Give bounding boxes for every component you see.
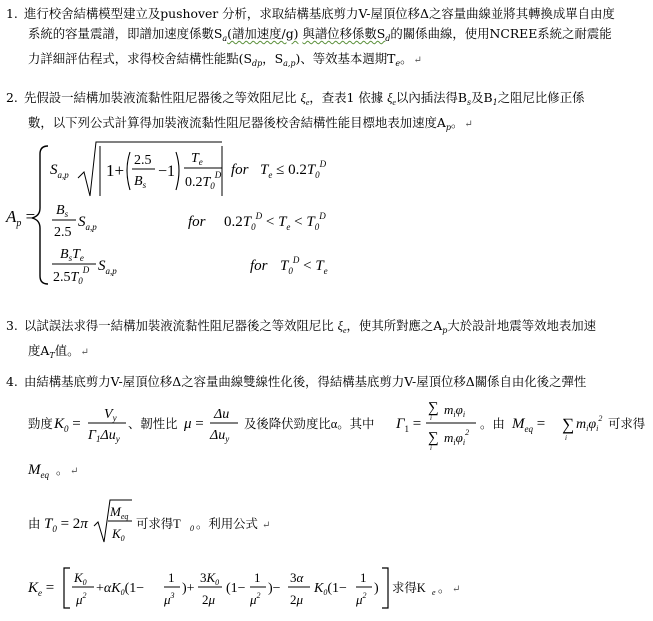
ke-formula: $K_e$ = bbox=[28, 580, 55, 598]
text: 值。 bbox=[54, 343, 80, 358]
k0-formula: $K_0$ = bbox=[54, 416, 81, 434]
text: 的關係曲線，使用NCREE系統之耐震能 bbox=[390, 26, 612, 41]
text: 勁度 bbox=[28, 417, 53, 431]
svg-text:Bs: $B_s$ bbox=[134, 174, 147, 190]
ap-formula bbox=[0, 138, 653, 288]
svg-text:i: i bbox=[430, 414, 432, 422]
svg-text:+αK0(1−: $+\alpha K_0(1-$ bbox=[96, 581, 145, 597]
sap: $S_{a,p}$ bbox=[50, 162, 69, 180]
svg-text:Γ1Δuy: $\Gamma_1\Delta u_y$ bbox=[88, 428, 120, 444]
svg-text:1: 1 bbox=[168, 570, 175, 585]
ke-line bbox=[0, 562, 653, 614]
svg-text:1+: 1+ bbox=[106, 161, 125, 180]
for-word: for bbox=[250, 258, 268, 274]
svg-text:miφi: $m_i\varphi_i$ bbox=[444, 402, 466, 419]
text: 度A bbox=[28, 343, 50, 358]
mu-formula: μ = bbox=[184, 416, 204, 432]
svg-text:2μ: 2μ bbox=[202, 592, 216, 607]
text: 由結構基底剪力V-屋頂位移Δ之容量曲線雙線性化後，得結構基底剪力V-屋頂位移Δ關係自由化後之彈性 bbox=[23, 374, 587, 389]
text: 之阻尼比修正係 bbox=[497, 90, 585, 105]
subscript: p bbox=[445, 123, 451, 132]
item-number: 1. bbox=[6, 6, 18, 21]
text: (譜加速度/g) bbox=[227, 26, 299, 41]
text: 。 bbox=[438, 581, 451, 595]
text: 由 bbox=[28, 517, 41, 531]
text: 大於設計地震等效地表加速 bbox=[447, 318, 597, 333]
text: 及B bbox=[471, 90, 493, 105]
svg-text:μ2: $\mu^2$ bbox=[76, 591, 87, 607]
text: 可求得 bbox=[608, 417, 646, 431]
svg-text:↵: ↵ bbox=[262, 520, 271, 531]
item-4 bbox=[6, 372, 646, 392]
svg-text:∑: ∑ bbox=[562, 415, 575, 434]
text: 系統的容量震譜，即譜加速度係數S bbox=[28, 26, 223, 41]
svg-text:1: 1 bbox=[360, 570, 367, 585]
svg-text:μ2: $\mu^2$ bbox=[356, 591, 367, 607]
ke-line-svg bbox=[0, 562, 653, 614]
subscript: s bbox=[467, 98, 472, 107]
subscript: e bbox=[395, 59, 401, 68]
item-number: 3. bbox=[6, 318, 18, 333]
subscript: 1 bbox=[492, 98, 498, 107]
svg-text:2μ: 2μ bbox=[290, 592, 304, 607]
svg-text:1: 1 bbox=[254, 570, 261, 585]
text: 以試誤法求得一結構加裝液流黏性阻尼器後之等效阻尼比 bbox=[23, 318, 334, 333]
svg-text:K0: $K_0$ bbox=[112, 526, 125, 543]
svg-text:)+: )+ bbox=[182, 581, 195, 596]
text: 可求得T bbox=[136, 517, 181, 531]
text: ，查表1 依據 bbox=[309, 90, 384, 105]
svg-text:Te: $T_e$ bbox=[191, 151, 203, 167]
svg-text:Meq: $M_{eq}$ bbox=[28, 462, 49, 480]
text: 求得K bbox=[392, 581, 426, 595]
svg-text:。: 。 bbox=[56, 463, 69, 477]
svg-text:K0: $K_0$ bbox=[74, 570, 87, 587]
item-number: 2. bbox=[6, 90, 18, 105]
meq-line bbox=[0, 454, 653, 484]
subscript: 0 bbox=[190, 524, 194, 533]
subscript: d bbox=[385, 34, 391, 43]
svg-text:2.5: 2.5 bbox=[134, 153, 152, 168]
condition-1: $T_e \le 0.2T_0^D$ bbox=[260, 159, 327, 180]
text: ，使其所對應之A bbox=[346, 318, 443, 333]
svg-text:miφi2: $m_i\varphi_i^2$ bbox=[576, 414, 603, 433]
paragraph-mark-icon: ↵ bbox=[413, 55, 422, 66]
text: 先假設一結構加裝液流黏性阻尼器後之等效阻尼比 bbox=[23, 90, 297, 105]
svg-text:miφi2: $m_i\varphi_i^2$ bbox=[444, 428, 470, 447]
svg-text:): ) bbox=[374, 581, 379, 596]
subscript: a,p bbox=[283, 59, 296, 68]
svg-text:Δu: Δu bbox=[214, 407, 230, 422]
t0-formula: $T_0 = 2\pi$ bbox=[44, 516, 88, 534]
condition-3: $T_0^D < T_e$ bbox=[280, 255, 328, 276]
text: 及後降伏勁度比α。其中 bbox=[244, 417, 375, 431]
svg-text:0.2T0D: $0.2T_0^D$ bbox=[185, 170, 222, 191]
ap-symbol: $A_p$ = bbox=[6, 207, 36, 229]
paragraph-mark-icon: ↵ bbox=[464, 119, 473, 130]
text: ，S bbox=[262, 51, 284, 66]
svg-text:↵: ↵ bbox=[452, 584, 461, 595]
svg-text:μ3: $\mu^3$ bbox=[164, 591, 175, 607]
text: 。利用公式 bbox=[196, 517, 258, 531]
item-4-line-2 bbox=[0, 392, 653, 452]
item-4-line-2-svg bbox=[0, 392, 653, 452]
svg-text:Sa,p: $S_{a,p}$ bbox=[78, 214, 97, 232]
text: 。 bbox=[400, 51, 413, 66]
svg-text:i: i bbox=[430, 444, 432, 452]
text: )、等效基本週期T bbox=[295, 51, 396, 66]
svg-text:)−: )− bbox=[268, 581, 281, 596]
svg-text:Vy: $V_y$ bbox=[104, 407, 117, 423]
gamma-formula: $\Gamma_1$ = bbox=[396, 416, 422, 434]
subscript: dp bbox=[251, 59, 263, 68]
text: 力詳細評估程式，求得校舍結構性能點(S bbox=[28, 51, 252, 66]
svg-text:(1−: (1− bbox=[226, 581, 246, 596]
subscript: e bbox=[432, 588, 436, 597]
ap-formula-svg bbox=[0, 138, 653, 288]
svg-text:Meq: $M_{eq}$ bbox=[110, 504, 129, 521]
condition-2: $0.2T_0^D < T_e < T_0^D$ bbox=[224, 211, 326, 232]
meq-formula: $M_{eq}$ = bbox=[512, 416, 546, 434]
svg-text:i: i bbox=[565, 434, 567, 442]
text: 與譜位移係數S bbox=[302, 26, 386, 41]
svg-text:↵: ↵ bbox=[70, 466, 79, 477]
subscript: a bbox=[222, 34, 228, 43]
svg-text:Bs: $B_s$ bbox=[56, 203, 69, 219]
for-word: for bbox=[188, 214, 206, 230]
for-word: for bbox=[231, 162, 249, 178]
item-1 bbox=[6, 4, 646, 74]
svg-text:∑: ∑ bbox=[428, 400, 439, 416]
svg-text:∑: ∑ bbox=[428, 430, 439, 446]
svg-text:K0(1−: $K_0(1-$ bbox=[314, 581, 347, 597]
text: 。 bbox=[450, 115, 464, 130]
subscript: p bbox=[442, 326, 448, 335]
xi-symbol: $\xi_e$ bbox=[337, 319, 347, 335]
svg-text:Sa,p: $S_{a,p}$ bbox=[98, 258, 117, 276]
text: 數，以下列公式計算得加裝液流黏性阻尼器後校舍結構性能目標地表加速度A bbox=[28, 115, 446, 130]
subscript: T bbox=[49, 351, 55, 360]
item-number: 4. bbox=[6, 374, 18, 389]
xi-symbol: $\xi_e$ bbox=[387, 91, 396, 107]
item-2 bbox=[6, 88, 646, 138]
svg-text:Δuy: $\Delta u_y$ bbox=[210, 428, 230, 444]
svg-text:3K0: $3K_0$ bbox=[200, 570, 220, 587]
svg-text:μ2: $\mu^2$ bbox=[250, 591, 261, 607]
svg-text:2.5T0D: $2.5T_0^D$ bbox=[53, 265, 90, 286]
svg-text:3α: 3α bbox=[290, 570, 304, 585]
svg-text:BsTe: $B_sT_e$ bbox=[60, 247, 84, 263]
t0-line-svg bbox=[0, 498, 653, 546]
item-3 bbox=[6, 316, 646, 366]
text: 。由 bbox=[480, 417, 505, 431]
t0-line bbox=[0, 498, 653, 546]
svg-text:2.5: 2.5 bbox=[54, 225, 72, 240]
meq-line-svg bbox=[0, 454, 653, 484]
svg-text:−1: −1 bbox=[158, 163, 176, 180]
item-1-line-1: 進行校舍結構模型建立及pushover 分析，求取結構基底剪力V-屋頂位移Δ之容量曲線並將其轉換成單自由度 bbox=[23, 6, 615, 21]
text: 以內插法得B bbox=[395, 90, 468, 105]
xi-symbol: $\xi_e$ bbox=[300, 91, 310, 107]
paragraph-mark-icon: ↵ bbox=[80, 347, 89, 358]
text: 、韌性比 bbox=[128, 417, 178, 431]
